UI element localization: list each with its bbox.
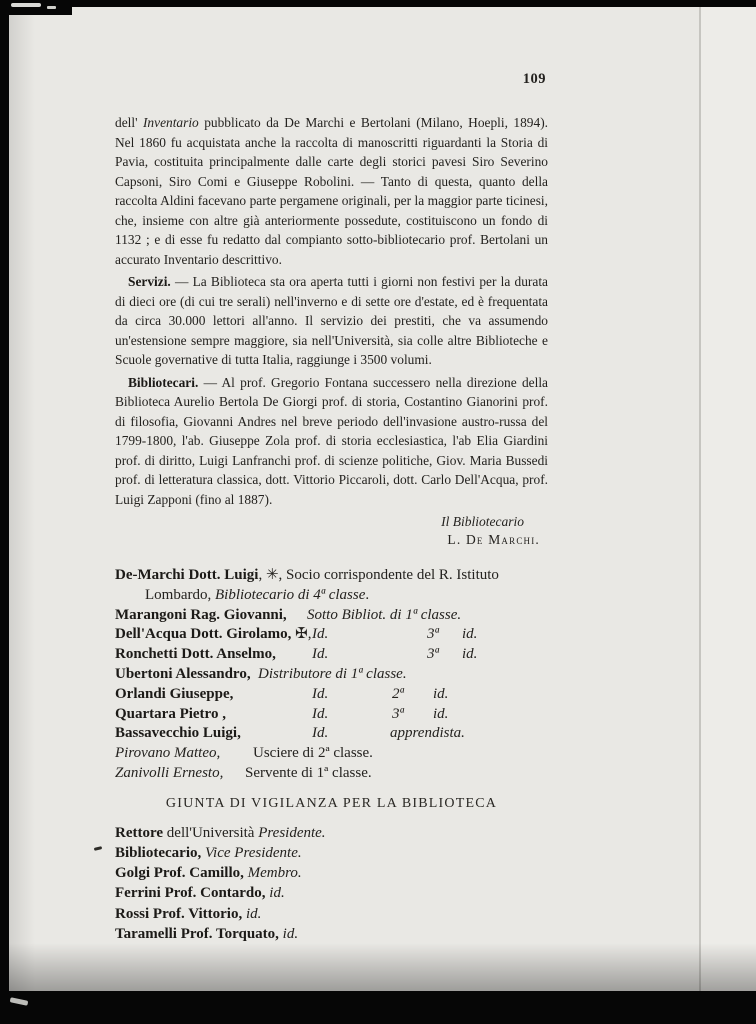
text-segment: Golgi Prof. Camillo, — [115, 865, 248, 882]
staff-list-row — [115, 645, 548, 665]
text-segment: id. — [245, 905, 262, 922]
text-segment: Membro. — [247, 865, 302, 882]
text-segment: , ✳, Socio corrispondente del R. Istituto — [258, 567, 499, 583]
staff-list-row — [115, 566, 548, 586]
staff-list-row — [115, 744, 548, 764]
signature-name: L. De Marchi. — [447, 532, 540, 547]
text-segment: Vice Presidente. — [205, 844, 302, 861]
text-segment: apprendista. — [390, 725, 465, 742]
text-segment: Servente di 1ª classe. — [245, 764, 372, 781]
text-segment: — La Biblioteca sta ora aperta tutti i giorni non festivi per la durata di dieci ore (di cui tre serali) nell'inverno e di sette ore d'estate, ed è frequentata da circa 30.000 lettori all'anno. Il servizio dei prestiti, che va assumendo un'estensione sempre maggiore, sia nell'Università, sia colle altre Biblioteche e Scuole governative di tutta Italia, raggiunge i 3500 volumi. — [115, 274, 548, 367]
giunta-member-row — [115, 843, 548, 863]
text-segment: ✠, — [295, 626, 312, 643]
text-segment: id. — [462, 646, 478, 663]
text-segment: 3ª — [427, 646, 439, 663]
text-segment: dell' — [115, 115, 143, 130]
text-segment: Bibliotecario, — [115, 844, 205, 861]
text-segment: dell'Università — [163, 824, 259, 841]
staff-list-row — [115, 625, 548, 645]
text-segment: Ronchetti Dott. Anselmo, — [115, 646, 276, 663]
text-segment: — Al prof. Gregorio Fontana successero nella direzione della Biblioteca Aurelio Bertola De Giorgi prof. di storia, Costantino Gianorini prof. di filosofia, Giovanni Andres nel breve periodo dell'invasione austro-russa del 1799-1800, l'ab. Giuseppe Zola prof. di storia ecclesiastica, l'ab Elia Giardini prof. di diritto, Luigi Lanfranchi prof. di scienze politiche, Giov. Maria Bussedi prof. di letteratura classica, dott. Vittorio Piccaroli, dott. Carlo Dell'Acqua, prof. Luigi Zapponi (fino al 1887). — [115, 374, 548, 507]
staff-list-row — [115, 665, 548, 685]
staff-list — [115, 566, 548, 784]
signature-role: Il Bibliotecario — [441, 514, 524, 529]
text-segment: Pirovano Matteo, — [115, 745, 221, 762]
text-segment: 3ª — [392, 705, 404, 722]
text-segment: . — [365, 586, 370, 603]
text-segment: Orlandi Giuseppe, — [115, 685, 234, 702]
text-segment: Id. — [312, 705, 329, 722]
text-segment: id. — [269, 885, 285, 902]
page-number: 109 — [522, 71, 546, 87]
text-segment: Distributore di 1ª classe. — [258, 665, 407, 682]
staff-list-row — [115, 724, 548, 744]
text-segment: Rossi Prof. Vittorio, — [115, 905, 246, 922]
paragraph — [115, 272, 548, 370]
giunta-member-row — [115, 863, 548, 883]
scan-white-mark — [11, 3, 41, 7]
text-segment: Servizi. — [128, 274, 171, 289]
scan-white-mark — [47, 6, 56, 9]
text-segment: Lombardo, — [145, 586, 215, 603]
text-segment: Taramelli Prof. Torquato, — [115, 925, 283, 942]
text-segment: Id. — [312, 725, 329, 742]
scan-bottom-shadow — [9, 943, 756, 991]
text-segment: Presidente. — [258, 824, 326, 841]
section-heading: GIUNTA DI VIGILANZA PER LA BIBLIOTECA — [165, 795, 498, 811]
text-segment: Sotto Bibliot. di 1ª classe. — [307, 606, 462, 623]
scanned-page — [9, 7, 756, 991]
text-segment: Rettore — [115, 824, 164, 841]
text-segment: Usciere di 2ª classe. — [253, 745, 373, 762]
text-segment: De-Marchi Dott. Luigi — [115, 567, 259, 583]
staff-list-row — [115, 606, 548, 626]
body-text — [115, 113, 548, 509]
text-segment: id. — [282, 925, 299, 942]
staff-list-row — [115, 764, 548, 784]
staff-list-row — [115, 586, 548, 606]
text-segment: Bibliotecario di 4ª classe — [214, 586, 366, 603]
text-segment: 3ª — [427, 626, 439, 643]
text-segment: Inventario — [142, 115, 199, 130]
text-segment: Id. — [312, 646, 329, 663]
staff-list-row — [115, 685, 548, 705]
text-segment: Marangoni Rag. Giovanni, — [115, 606, 287, 623]
text-segment: id. — [433, 685, 449, 702]
text-segment: Id. — [312, 685, 329, 702]
scan-white-mark — [10, 997, 29, 1006]
giunta-member-row — [115, 924, 548, 944]
text-segment: id. — [433, 705, 449, 722]
paragraph — [115, 113, 548, 269]
signature-block — [115, 513, 548, 549]
giunta-member-row — [115, 904, 548, 924]
text-segment: Zanivolli Ernesto, — [115, 764, 224, 781]
text-segment: Dell'Acqua Dott. Girolamo, — [115, 626, 296, 643]
paragraph — [115, 373, 548, 510]
giunta-member-row — [115, 823, 548, 843]
text-segment: Ubertoni Alessandro, — [115, 665, 251, 682]
text-segment: 2ª — [392, 685, 404, 702]
text-segment: Quartara Pietro , — [115, 705, 226, 722]
text-segment: id. — [462, 626, 478, 643]
text-segment: Bibliotecari. — [128, 374, 199, 390]
text-segment: Bassavecchio Luigi, — [115, 725, 241, 742]
text-segment: Id. — [312, 626, 329, 643]
text-segment: pubblicato da De Marchi e Bertolani (Milano, Hoepli, 1894). Nel 1860 fu acquistata anche la raccolta di manoscritti riguardanti la Storia di Pavia, costituita principalmente dalle carte degli storici pavesi Siro Severino Capsoni, Siro Comi e Giuseppe Robolini. — Tanto di questa, quanto della raccolta Aldini facevano parte pergamene originali, per la maggior parte ticinesi, che, insieme con altre già anteriormente possedute, costituiscono un fondo di 1132 ; e di esse fu redatto dal compianto sotto-bibliotecario prof. Bertolani un accurato Inventario descrittivo. — [115, 115, 549, 267]
staff-list-row — [115, 705, 548, 725]
giunta-member-row — [115, 883, 548, 903]
giunta-list — [115, 823, 548, 944]
page-seam — [699, 7, 756, 991]
page-content — [115, 71, 548, 944]
text-segment: Ferrini Prof. Contardo, — [115, 885, 270, 902]
